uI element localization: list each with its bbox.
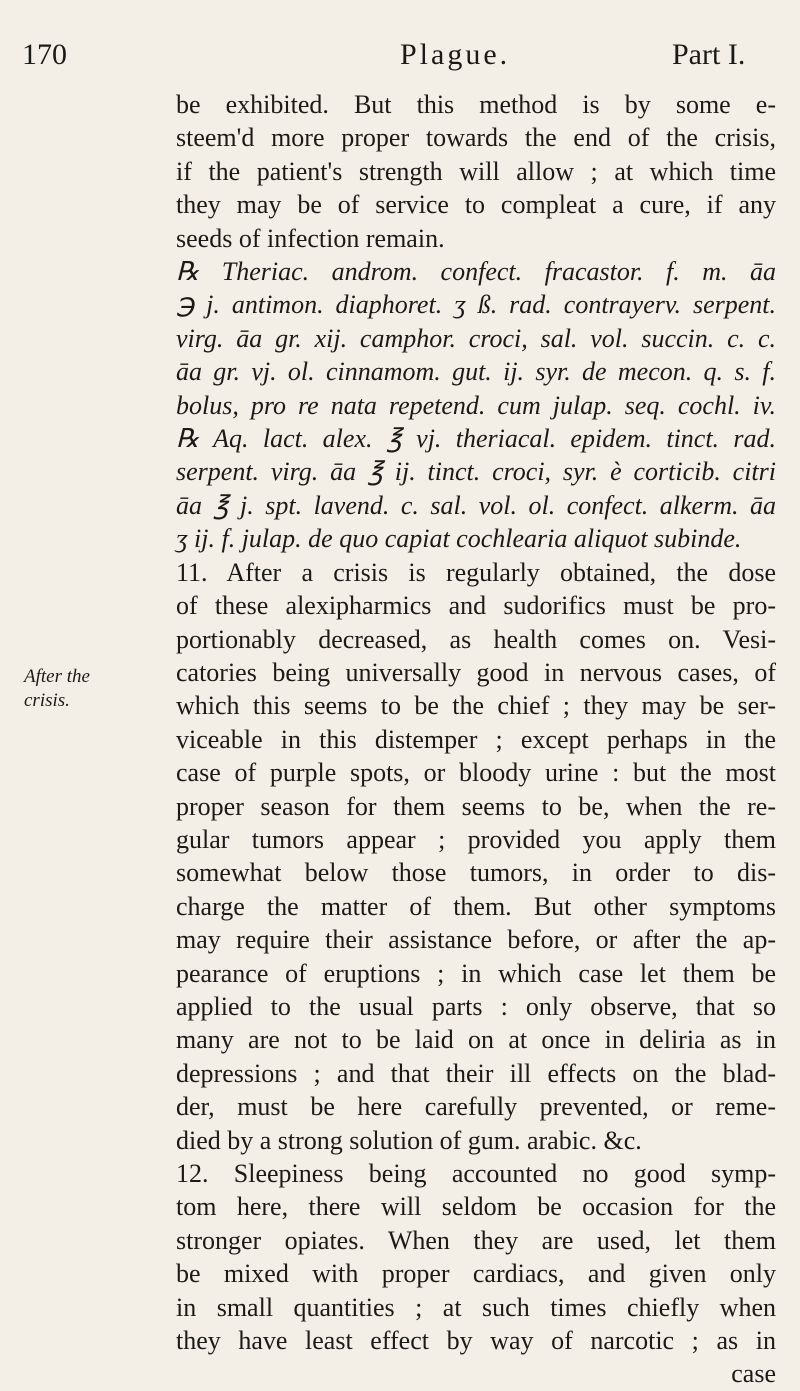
catchword: case [731, 1359, 776, 1389]
text-line: if the patient's strength will allow ; at which time [176, 156, 776, 186]
margin-note-line: crisis. [24, 690, 70, 711]
body-text [176, 88, 776, 1391]
text-line: be exhibited. But this method is by some e- [176, 90, 776, 119]
text-line: seeds of infection remain. [176, 223, 445, 253]
text-line: depressions ; and that their ill effects on the blad- [176, 1058, 776, 1088]
prescription-line: ℞ Theriac. androm. confect. fracastor. f. m. āa [176, 257, 776, 287]
text-line: gular tumors appear ; provided you apply them [176, 824, 776, 854]
text-line: pearance of eruptions ; in which case let them be [176, 958, 776, 988]
text-line: case of purple spots, or bloody urine : but the most [176, 758, 776, 788]
running-title: Plague. [400, 38, 511, 71]
text-line: may require their assistance before, or after the ap- [176, 925, 776, 955]
text-line: charge the matter of them. But other symptoms [176, 891, 776, 921]
text-line: somewhat below those tumors, in order to dis- [176, 858, 776, 888]
prescription-line: ʒ ij. f. julap. de quo capiat cochlearia aliquot subinde. [176, 524, 742, 554]
prescription-line: āa gr. vj. ol. cinnamom. gut. ij. syr. de mecon. q. s. f. [176, 357, 776, 387]
prescription-line: virg. āa gr. xij. camphor. croci, sal. vol. succin. c. c. [176, 323, 776, 353]
text-line: they have least effect by way of narcotic ; as in [176, 1326, 776, 1356]
text-line: 11. After a crisis is regularly obtained, the dose [176, 557, 776, 587]
prescription-line: āa ℥ j. spt. lavend. c. sal. vol. ol. confect. alkerm. āa [176, 490, 776, 520]
text-line: stronger opiates. When they are used, let them [176, 1225, 776, 1255]
part-label: Part I. [672, 38, 746, 71]
text-line: tom here, there will seldom be occasion for the [176, 1192, 776, 1222]
text-line: catories being universally good in nervous cases, of [176, 657, 776, 687]
margin-note [24, 665, 90, 713]
text-line: portionably decreased, as health comes on. Vesi- [176, 624, 776, 654]
prescription-line: serpent. virg. āa ℥ ij. tinct. croci, syr. è corticib. citri [176, 457, 776, 487]
prescription-line: ℞ Aq. lact. alex. ℥ vj. theriacal. epidem. tinct. rad. [176, 424, 776, 454]
text-line: steem'd more proper towards the end of the crisis, [176, 123, 776, 153]
text-line: which this seems to be the chief ; they may be ser- [176, 691, 776, 721]
text-line: proper season for them seems to be, when the re- [176, 791, 776, 821]
prescription-line: bolus, pro re nata repetend. cum julap. seq. cochl. iv. [176, 390, 776, 420]
margin-note-line: After the [24, 666, 90, 687]
text-line: many are not to be laid on at once in deliria as in [176, 1025, 776, 1055]
text-line: in small quantities ; at such times chiefly when [176, 1292, 776, 1322]
text-line: applied to the usual parts : only observe, that so [176, 991, 776, 1021]
page-header [0, 38, 800, 78]
page-number: 170 [22, 38, 67, 71]
text-line: they may be of service to compleat a cure, if any [176, 190, 776, 220]
text-line: of these alexipharmics and sudorifics must be pro- [176, 591, 776, 621]
text-line: der, must be here carefully prevented, or reme- [176, 1092, 776, 1122]
prescription-line: ℈ j. antimon. diaphoret. ʒ ß. rad. contrayerv. serpent. [176, 290, 776, 320]
text-line: viceable in this distemper ; except perhaps in the [176, 724, 776, 754]
text-line: died by a strong solution of gum. arabic. &c. [176, 1125, 642, 1155]
text-line: 12. Sleepiness being accounted no good symp- [176, 1159, 776, 1188]
text-line: be mixed with proper cardiacs, and given only [176, 1259, 776, 1289]
